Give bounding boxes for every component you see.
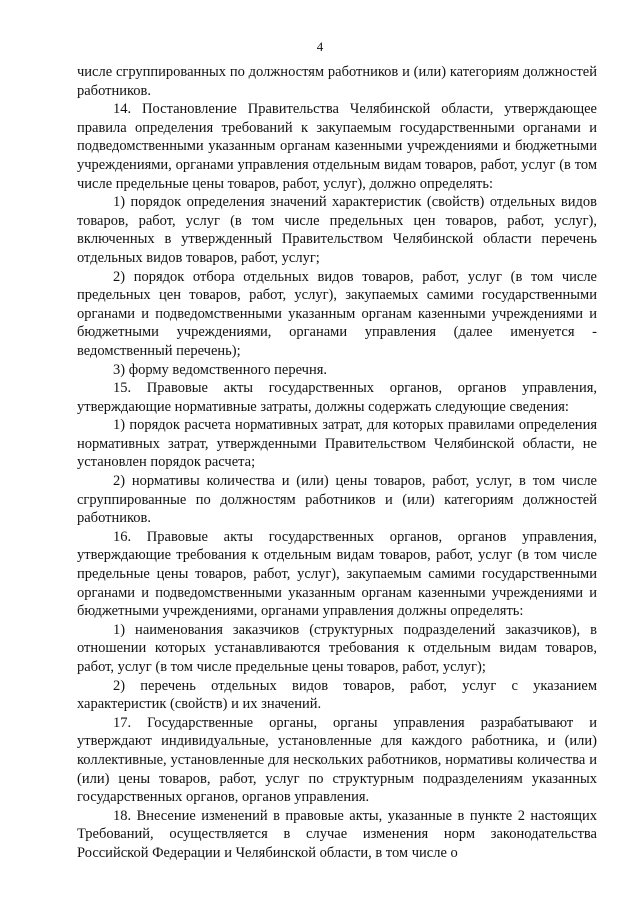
- paragraph-item-15-2: 2) нормативы количества и (или) цены товаров, работ, услуг, в том числе сгруппированные по должностям работников и (или) категориям должностей работников.: [77, 473, 597, 527]
- paragraph-item-16-2: 2) перечень отдельных видов товаров, работ, услуг с указанием характеристик (свойств) и их значений.: [77, 677, 597, 713]
- paragraph-item-14-2: 2) порядок отбора отдельных видов товаров, работ, услуг (в том числе предельных цен товаров, работ, услуг), закупаемых самими государственными органами и подведомственными указанным органам казенными учреждениями и бюджетными учреждениями, органами управления (далее именуется - ведомственный перечень);: [77, 268, 597, 359]
- paragraph-continuation: числе сгруппированных по должностям работников и (или) категориям должностей работников.: [77, 64, 597, 99]
- paragraph-item-14-3: 3) форму ведомственного перечня.: [113, 361, 328, 378]
- paragraph-item-15: 15. Правовые акты государственных органов, органов управления, утверждающие нормативные затраты, должны содержать следующие сведения:: [77, 380, 597, 415]
- paragraph-item-16-1: 1) наименования заказчиков (структурных подразделений заказчиков), в отношении которых устанавливаются требования к отдельным видам товаров, работ, услуг (в том числе предельные цены товаров, работ, услуг);: [77, 621, 597, 675]
- paragraph-item-17: 17. Государственные органы, органы управления разрабатывают и утверждают индивидуальные, установленные для каждого работника, и (или) коллективные, установленные для нескольких работников, нормативы количества и (или) цены товаров, работ, услуг по структурным подразделениям указанных государственных органов, органов управления.: [77, 714, 597, 806]
- paragraph-item-15-1: 1) порядок расчета нормативных затрат, для которых правилами определения нормативных затрат, утвержденными Правительством Челябинской области, не установлен порядок расчета;: [77, 417, 597, 471]
- paragraph-item-16: 16. Правовые акты государственных органов, органов управления, утверждающие требования к отдельным видам товаров, работ, услуг (в том числе предельные цены товаров, работ, услуг), закупаемым самими государственными органами и подведомственными указанным органам казенными учреждениями и бюджетными учреждениями, органами управления должны определять:: [77, 528, 597, 620]
- document-body: [77, 63, 597, 863]
- page-number: 4: [316, 39, 324, 54]
- paragraph-item-18: 18. Внесение изменений в правовые акты, указанные в пункте 2 настоящих Требований, осуществляется в случае изменения норм законодательства Российской Федерации и Челябинской области, в том числе о: [77, 807, 597, 861]
- paragraph-item-14: 14. Постановление Правительства Челябинской области, утверждающее правила определения требований к закупаемым государственными органами и подведомственными указанным органам казенными учреждениями и бюджетными учреждениями, органами управления отдельным видам товаров, работ, услуг (в том числе предельные цены товаров, работ, услуг), должно определять:: [77, 101, 597, 192]
- paragraph-item-14-1: 1) порядок определения значений характеристик (свойств) отдельных видов товаров, работ, услуг (в том числе предельных цен товаров, работ, услуг), включенных в утвержденный Правительством Челябинской области перечень отдельных видов товаров, работ, услуг;: [77, 194, 597, 266]
